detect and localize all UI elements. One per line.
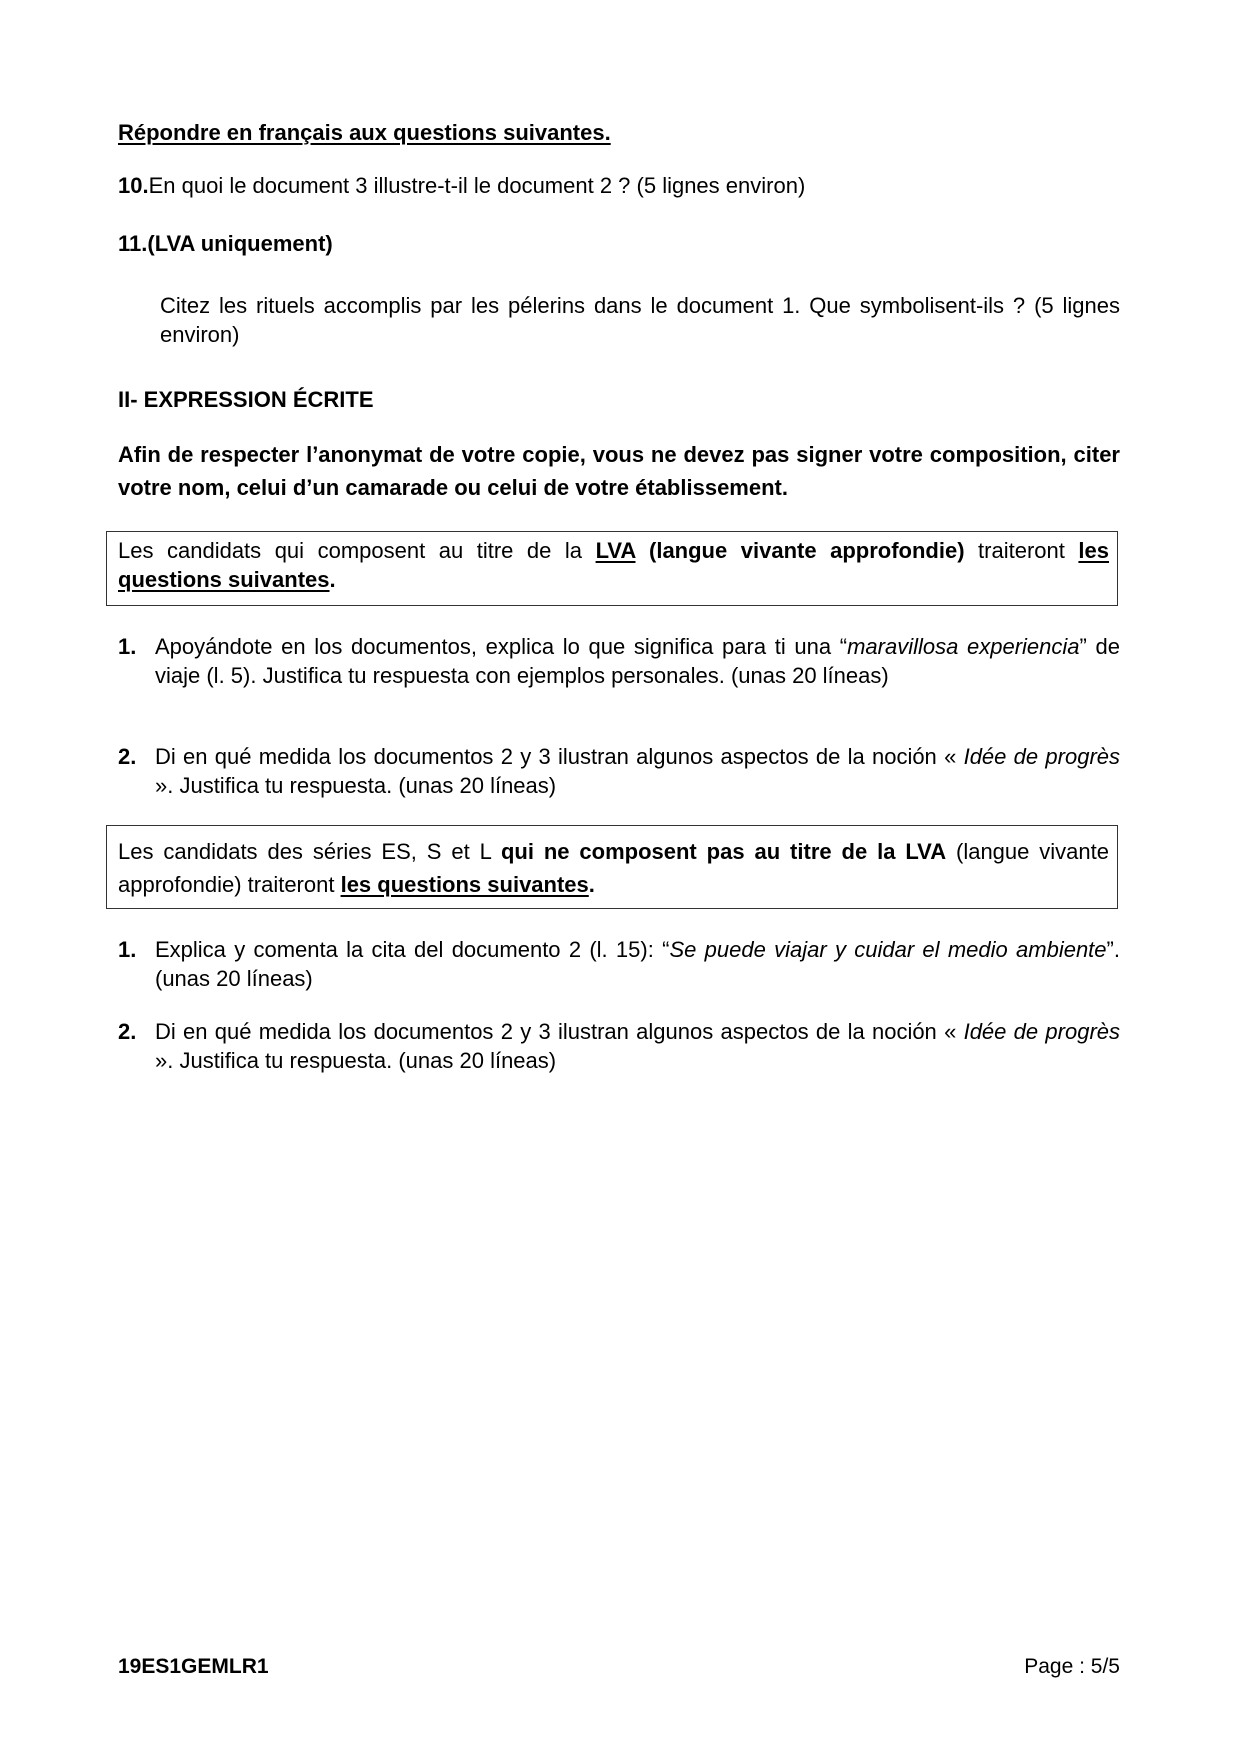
question-text: Di en qué medida los documentos 2 y 3 ilustran algunos aspectos de la noción «	[155, 744, 964, 769]
box-text: .	[588, 872, 595, 897]
box-text-bold: qui ne composent pas au titre de la LVA	[500, 839, 947, 864]
question-11-text: Citez les rituels accomplis par les pélerins dans le document 1. Que symbolisent-ils ? (5 lignes environ)	[160, 293, 1120, 347]
non-lva-question-2	[118, 1017, 1120, 1075]
question-text: Di en qué medida los documentos 2 y 3 ilustran algunos aspectos de la noción «	[155, 1019, 964, 1044]
lva-question-2	[118, 742, 1120, 800]
lva-instruction-box	[106, 531, 1118, 606]
question-title: (LVA uniquement)	[147, 231, 333, 256]
section-title: II- EXPRESSION ÉCRITE	[118, 387, 374, 412]
non-lva-instruction-box	[106, 825, 1118, 909]
lva-question-1	[118, 632, 1120, 690]
question-text: Explica y comenta la cita del documento 2 (l. 15): “	[155, 937, 670, 962]
box-text-underlined: les questions suivantes	[340, 872, 589, 897]
question-text: ». Justifica tu respuesta. (unas 20 líneas)	[155, 773, 557, 798]
anonymity-warning: Afin de respecter l’anonymat de votre copie, vous ne devez pas signer votre composition, citer votre nom, celui d’un camarade ou celui de votre établissement.	[118, 442, 1120, 500]
question-10	[118, 171, 1120, 200]
question-text: ». Justifica tu respuesta. (unas 20 líneas)	[155, 1048, 557, 1073]
box-text: traiteront	[964, 538, 1079, 563]
question-number: 2.	[118, 1019, 137, 1044]
instruction-heading: Répondre en français aux questions suivantes.	[118, 120, 611, 145]
question-text: En quoi le document 3 illustre-t-il le document 2 ? (5 lignes environ)	[148, 173, 806, 198]
non-lva-question-1	[118, 935, 1120, 993]
question-11-title	[118, 229, 1120, 258]
box-text-underlined: les questions suivantes	[118, 538, 1109, 592]
box-text: Les candidats des séries ES, S et L	[118, 839, 501, 864]
question-quote: Se puede viajar y cuidar el medio ambiente	[669, 937, 1107, 962]
question-number: 1.	[118, 937, 137, 962]
question-text: ”. (unas 20 líneas)	[155, 937, 1120, 991]
question-number: 11.	[118, 231, 148, 256]
box-text: (langue vivante approfondie) traiteront	[118, 839, 1109, 897]
box-text-bold: (langue vivante approfondie)	[635, 538, 965, 563]
box-text: Les candidats qui composent au titre de la	[118, 538, 596, 563]
box-text: .	[329, 567, 336, 592]
footer-code: 19ES1GEMLR1	[118, 1655, 269, 1678]
footer-page-number: Page : 5/5	[1024, 1655, 1120, 1678]
question-quote: Idée de progrès	[963, 1019, 1121, 1044]
question-number: 1.	[118, 634, 137, 659]
question-quote: Idée de progrès	[963, 744, 1121, 769]
question-text: ” de viaje (l. 5). Justifica tu respuesta con ejemplos personales. (unas 20 líneas)	[155, 634, 1120, 688]
question-number: 10.	[118, 173, 149, 198]
question-text: Apoyándote en los documentos, explica lo que significa para ti una “	[155, 634, 848, 659]
question-number: 2.	[118, 744, 137, 769]
question-quote: maravillosa experiencia	[847, 634, 1080, 659]
box-text-lva: LVA	[595, 538, 636, 563]
